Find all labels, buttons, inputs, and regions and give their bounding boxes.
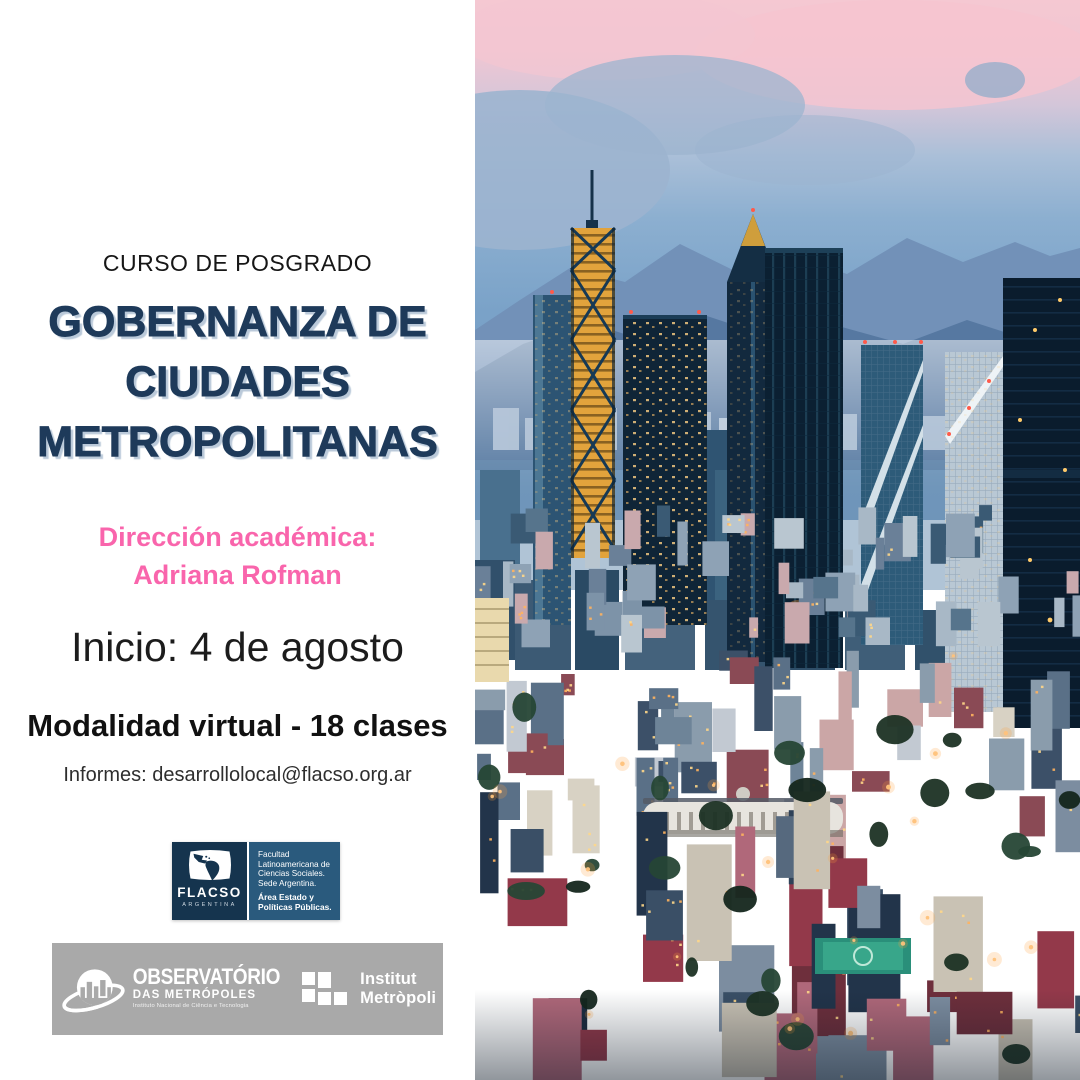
institut-name-line-1: Institut <box>360 970 417 988</box>
start-date: Inicio: 4 de agosto <box>71 624 404 670</box>
helipad-roof <box>815 938 911 974</box>
course-title-line-1: GOBERNANZA DE <box>48 298 427 346</box>
observatorio-tagline: Instituto Nacional de Ciência e Tecnologia <box>132 1003 249 1009</box>
flacso-line: Ciencias Sociales. <box>258 869 325 879</box>
flacso-acronym: FLACSO <box>177 885 242 900</box>
observatorio-subname: DAS METRÓPOLES <box>132 989 257 1001</box>
cream-building <box>475 598 509 682</box>
info-panel <box>0 0 475 1080</box>
flacso-logo <box>172 842 340 920</box>
institut-metropoli-logo <box>302 970 436 1008</box>
city-photo <box>475 0 1080 1080</box>
observatorio-name: OBSERVATÓRIO <box>132 965 281 990</box>
contact-email: Informes: desarrollolocal@flacso.org.ar <box>63 764 412 786</box>
direction-name: Adriana Rofman <box>133 560 342 590</box>
flacso-country: ARGENTINA <box>182 902 237 908</box>
flacso-line: Latinoamericana de <box>258 859 330 869</box>
flacso-logo-right <box>249 842 340 920</box>
flacso-line: Facultad <box>258 850 290 859</box>
observatorio-planet-icon <box>59 960 127 1018</box>
city-photo-scene <box>475 0 1080 1080</box>
flacso-logo-left <box>172 842 247 920</box>
modality-text: Modalidad virtual - 18 clases <box>27 708 448 743</box>
flacso-area-line: Políticas Públicas. <box>258 902 332 913</box>
course-type-label: CURSO DE POSGRADO <box>102 250 373 276</box>
observatorio-logo <box>59 960 280 1018</box>
flacso-map-icon <box>187 847 233 883</box>
flacso-area-line: Área Estado y <box>258 892 314 903</box>
institut-name-line-2: Metròpoli <box>360 989 437 1007</box>
course-title-line-3: METROPOLITANAS <box>37 418 438 466</box>
course-title <box>0 292 475 472</box>
institut-squares-icon <box>302 972 348 1006</box>
academic-direction <box>0 518 475 594</box>
direction-label: Dirección académica: <box>98 522 377 552</box>
course-title-line-2: CIUDADES <box>125 358 350 406</box>
flacso-line: Sede Argentina. <box>258 878 317 888</box>
partners-bar <box>52 943 443 1035</box>
